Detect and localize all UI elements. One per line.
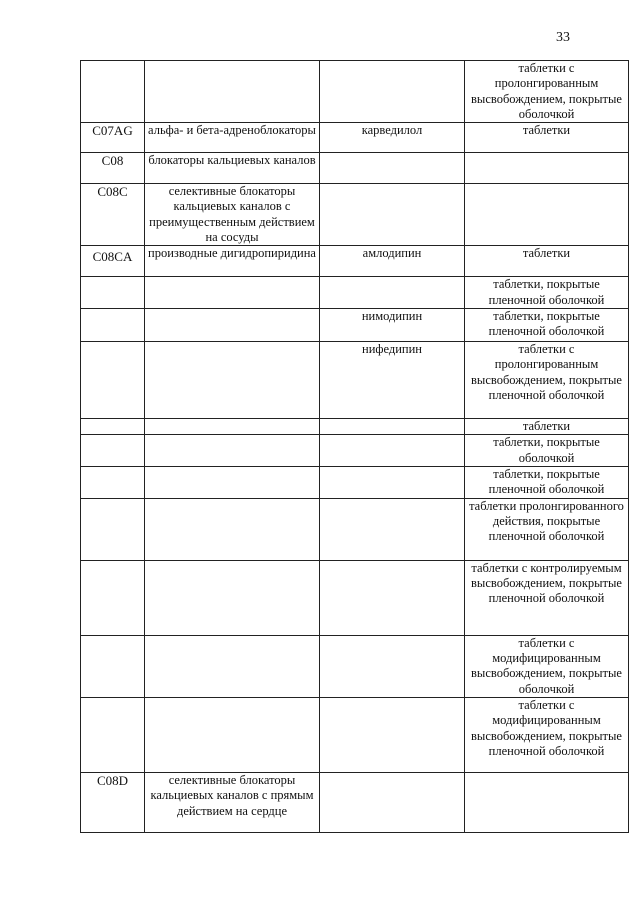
table-row bbox=[81, 123, 629, 153]
drug-name-cell bbox=[320, 153, 465, 184]
dosage-form-cell: таблетки с пролонгированным высвобождением, покрытые пленочной оболочкой bbox=[465, 341, 629, 418]
dosage-form-cell: таблетки, покрытые оболочкой bbox=[465, 435, 629, 467]
atc-code-cell bbox=[81, 435, 145, 467]
dosage-form-cell: таблетки bbox=[465, 418, 629, 434]
table-row bbox=[81, 435, 629, 467]
atc-code-cell bbox=[81, 698, 145, 773]
group-name-cell bbox=[145, 466, 320, 498]
atc-code-cell: C08D bbox=[81, 773, 145, 833]
table-row bbox=[81, 698, 629, 773]
group-name-cell: блокаторы кальциевых каналов bbox=[145, 153, 320, 184]
page-number: 33 bbox=[556, 30, 570, 45]
atc-code-cell bbox=[81, 560, 145, 635]
dosage-form-cell bbox=[465, 184, 629, 246]
table-row bbox=[81, 277, 629, 309]
drug-name-cell: карведилол bbox=[320, 123, 465, 153]
group-name-cell: селективные блокаторы кальциевых каналов с прямым действием на сердце bbox=[145, 773, 320, 833]
dosage-form-cell: таблетки, покрытые пленочной оболочкой bbox=[465, 308, 629, 341]
atc-code-cell bbox=[81, 308, 145, 341]
dosage-form-cell bbox=[465, 153, 629, 184]
atc-code-cell bbox=[81, 635, 145, 697]
atc-code-cell bbox=[81, 61, 145, 123]
drug-name-cell bbox=[320, 560, 465, 635]
atc-code-cell bbox=[81, 341, 145, 418]
drug-name-cell bbox=[320, 435, 465, 467]
table-row bbox=[81, 61, 629, 123]
group-name-cell bbox=[145, 498, 320, 560]
atc-code-cell bbox=[81, 418, 145, 434]
dosage-form-cell: таблетки bbox=[465, 123, 629, 153]
group-name-cell: производные дигидропиридина bbox=[145, 246, 320, 277]
drug-name-cell bbox=[320, 277, 465, 309]
drug-name-cell bbox=[320, 418, 465, 434]
table-row bbox=[81, 635, 629, 697]
table-row bbox=[81, 184, 629, 246]
atc-code-cell: C07AG bbox=[81, 123, 145, 153]
drug-name-cell: нифедипин bbox=[320, 341, 465, 418]
dosage-form-cell bbox=[465, 773, 629, 833]
dosage-form-cell: таблетки, покрытые пленочной оболочкой bbox=[465, 277, 629, 309]
dosage-form-cell: таблетки пролонгированного действия, покрытые пленочной оболочкой bbox=[465, 498, 629, 560]
drug-name-cell bbox=[320, 773, 465, 833]
table-row bbox=[81, 341, 629, 418]
drug-name-cell: нимодипин bbox=[320, 308, 465, 341]
atc-code-cell bbox=[81, 277, 145, 309]
atc-code-cell: C08 bbox=[81, 153, 145, 184]
drug-name-cell: амлодипин bbox=[320, 246, 465, 277]
group-name-cell bbox=[145, 308, 320, 341]
dosage-form-cell: таблетки, покрытые пленочной оболочкой bbox=[465, 466, 629, 498]
table-row bbox=[81, 773, 629, 833]
table-row bbox=[81, 308, 629, 341]
group-name-cell bbox=[145, 435, 320, 467]
atc-code-cell: C08C bbox=[81, 184, 145, 246]
drug-name-cell bbox=[320, 698, 465, 773]
table-row bbox=[81, 560, 629, 635]
atc-code-cell bbox=[81, 466, 145, 498]
group-name-cell: альфа- и бета-адреноблокаторы bbox=[145, 123, 320, 153]
atc-code-cell bbox=[81, 498, 145, 560]
dosage-form-cell: таблетки с модифицированным высвобождением, покрытые оболочкой bbox=[465, 635, 629, 697]
group-name-cell bbox=[145, 418, 320, 434]
drug-name-cell bbox=[320, 61, 465, 123]
table-row bbox=[81, 153, 629, 184]
drug-name-cell bbox=[320, 466, 465, 498]
group-name-cell bbox=[145, 698, 320, 773]
dosage-form-cell: таблетки с контролируемым высвобождением, покрытые пленочной оболочкой bbox=[465, 560, 629, 635]
dosage-form-cell: таблетки bbox=[465, 246, 629, 277]
table-row bbox=[81, 246, 629, 277]
drug-name-cell bbox=[320, 498, 465, 560]
atc-code-cell: C08CA bbox=[81, 246, 145, 277]
group-name-cell bbox=[145, 560, 320, 635]
group-name-cell bbox=[145, 277, 320, 309]
drug-name-cell bbox=[320, 635, 465, 697]
group-name-cell bbox=[145, 635, 320, 697]
table-row bbox=[81, 418, 629, 434]
drug-name-cell bbox=[320, 184, 465, 246]
dosage-form-cell: таблетки с модифицированным высвобождением, покрытые пленочной оболочкой bbox=[465, 698, 629, 773]
group-name-cell bbox=[145, 341, 320, 418]
drug-table bbox=[80, 60, 629, 833]
dosage-form-cell: таблетки с пролонгированным высвобождением, покрытые оболочкой bbox=[465, 61, 629, 123]
table-row bbox=[81, 498, 629, 560]
group-name-cell: селективные блокаторы кальциевых каналов с преимущественным действием на сосуды bbox=[145, 184, 320, 246]
table-row bbox=[81, 466, 629, 498]
group-name-cell bbox=[145, 61, 320, 123]
